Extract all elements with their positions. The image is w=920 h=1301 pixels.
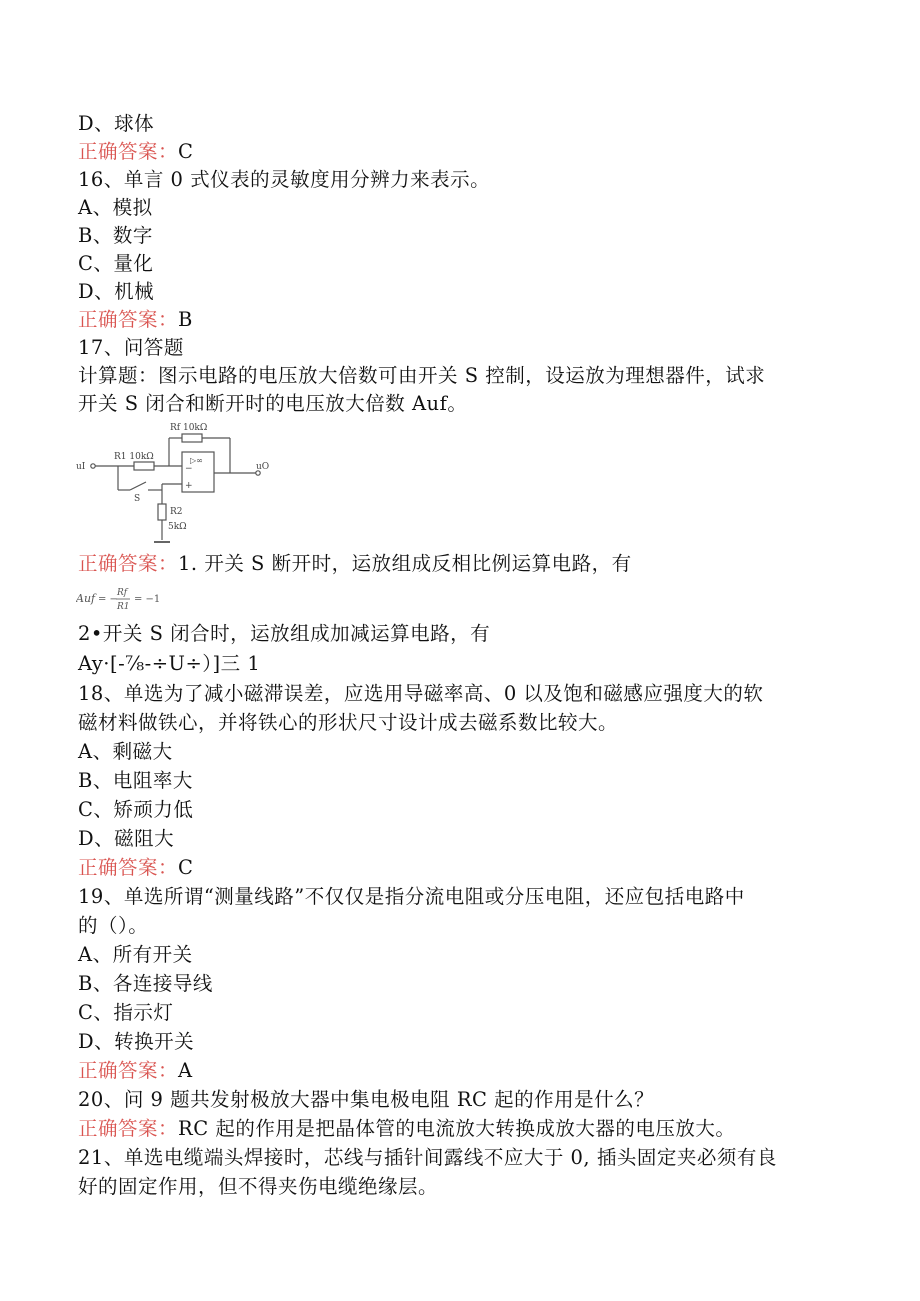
answer-label: 正确答案： [78, 856, 179, 879]
answer-q17-formula2: Ay·[-⅞-÷U÷）]三 1 [78, 652, 261, 675]
answer-q16 [78, 307, 193, 333]
answer-label: 正确答案： [78, 1117, 179, 1140]
resistor-r1 [134, 462, 154, 470]
question-18-line1: 18、单选为了减小磁滞误差，应选用导磁率高、0 以及饱和磁感应强度大的软 [78, 682, 764, 705]
opamp-plus: + [185, 481, 193, 491]
answer-q15 [78, 139, 193, 165]
option-a-q18: A、剩磁大 [78, 740, 173, 763]
option-a-q16: A、模拟 [78, 196, 153, 219]
answer-text: B [178, 308, 193, 331]
option-a-q19: A、所有开关 [78, 943, 193, 966]
formula-eq1: = − [98, 594, 118, 605]
question-17-type: 17、问答题 [78, 336, 184, 359]
r2-value: 5kΩ [168, 522, 187, 532]
question-20: 20、问 9 题共发射极放大器中集电极电阻 RC 起的作用是什么？ [78, 1088, 655, 1111]
r1-label: R1 10kΩ [114, 452, 154, 462]
opamp-symbol: ▷∞ [190, 456, 203, 465]
resistor-r2 [158, 504, 166, 520]
formula-denominator: R1 [117, 602, 130, 612]
answer-text: 1. 开关 S 断开时，运放组成反相比例运算电路，有 [178, 552, 632, 575]
switch-label: S [134, 494, 141, 504]
question-19-line1: 19、单选所谓“测量线路”不仅仅是指分流电阻或分压电阻，还应包括电路中 [78, 885, 745, 908]
answer-text: C [178, 140, 194, 163]
input-label: uI [76, 462, 86, 472]
option-b-q16: B、数字 [78, 224, 153, 247]
answer-label: 正确答案： [78, 1059, 179, 1082]
switch-s [130, 482, 146, 490]
answer-q19 [78, 1058, 193, 1084]
formula-auf [76, 584, 176, 612]
answer-text: A [178, 1059, 193, 1082]
output-label: uO [256, 462, 270, 472]
formula-lhs: Auf [76, 592, 96, 605]
option-d-q18: D、磁阻大 [78, 827, 175, 850]
answer-q17-line2: 2•开关 S 闭合时，运放组成加减运算电路，有 [78, 622, 491, 645]
question-18-line2: 磁材料做铁心，并将铁心的形状尺寸设计成去磁系数比较大。 [78, 711, 619, 734]
option-c-q19: C、指示灯 [78, 1001, 174, 1024]
question-21-line2: 好的固定作用，但不得夹伤电缆绝缘层。 [78, 1175, 439, 1198]
option-c-q16: C、量化 [78, 252, 154, 275]
answer-q18 [78, 855, 193, 881]
circuit-diagram [74, 416, 274, 548]
answer-text: RC 起的作用是把晶体管的电流放大转换成放大器的电压放大。 [178, 1117, 736, 1140]
answer-label: 正确答案： [78, 552, 179, 575]
option-b-q19: B、各连接导线 [78, 972, 213, 995]
question-16: 16、单言 0 式仪表的灵敏度用分辨力来表示。 [78, 168, 491, 191]
question-17-line1: 计算题：图示电路的电压放大倍数可由开关 S 控制，设运放为理想器件，试求 [78, 364, 766, 387]
question-17-line2: 开关 S 闭合和断开时的电压放大倍数 Auf。 [78, 392, 468, 415]
option-d-q15: D、球体 [78, 112, 155, 135]
r2-label: R2 [170, 507, 183, 517]
option-d-q16: D、机械 [78, 280, 155, 303]
opamp-minus: − [185, 464, 193, 474]
option-c-q18: C、矫顽力低 [78, 798, 194, 821]
question-21-line1: 21、单选电缆端头焊接时，芯线与插针间露线不应大于 0, 插头固定夹必须有良 [78, 1146, 777, 1169]
answer-text: C [178, 856, 194, 879]
formula-numerator: Rf [117, 588, 128, 598]
answer-q20 [78, 1116, 735, 1142]
question-19-line2: 的（）。 [78, 914, 149, 937]
option-b-q18: B、电阻率大 [78, 769, 193, 792]
formula-eq2: = −1 [134, 594, 161, 605]
resistor-rf [182, 434, 202, 442]
input-terminal [91, 464, 95, 468]
rf-label: Rf 10kΩ [170, 423, 208, 433]
option-d-q19: D、转换开关 [78, 1030, 195, 1053]
answer-q17-line1 [78, 551, 632, 577]
answer-label: 正确答案： [78, 308, 179, 331]
answer-label: 正确答案： [78, 140, 179, 163]
